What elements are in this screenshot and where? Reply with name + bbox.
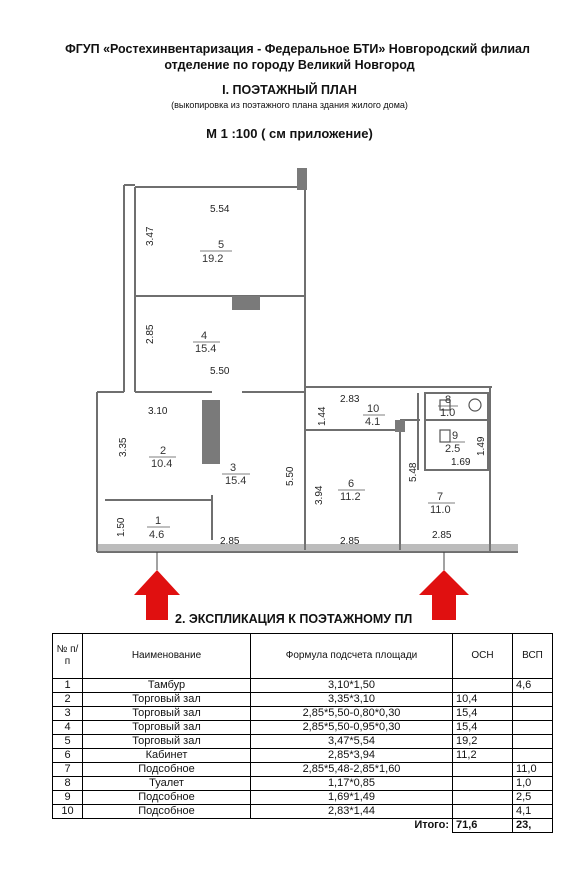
cell-name: Подсобное — [83, 805, 251, 819]
room-area: 4.1 — [365, 416, 381, 428]
dim-room5-depth: 3.47 — [145, 226, 156, 246]
room-number: 9 — [452, 430, 459, 442]
column-top-right — [297, 168, 307, 190]
cell-name: Подсобное — [83, 791, 251, 805]
header-no: № п/п — [53, 634, 83, 679]
dim-room5-width: 5.54 — [210, 204, 230, 215]
room-number: 10 — [367, 403, 380, 415]
cell-no: 6 — [53, 749, 83, 763]
dim-room9-width: 1.69 — [451, 457, 471, 468]
cell-no: 1 — [53, 679, 83, 693]
room-number: 3 — [230, 462, 237, 474]
table-total-row — [53, 819, 553, 833]
header-osn: ОСН — [453, 634, 513, 679]
empty-cell — [53, 819, 83, 833]
cell-vsp — [513, 735, 553, 749]
room-number: 4 — [201, 330, 208, 342]
cell-no: 10 — [53, 805, 83, 819]
cell-osn — [453, 791, 513, 805]
wall-segment-bottom — [97, 544, 518, 552]
cell-osn: 15,4 — [453, 707, 513, 721]
header-formula: Формула подсчета площади — [251, 634, 453, 679]
cell-osn: 15,4 — [453, 721, 513, 735]
explication-table — [52, 633, 553, 833]
dim-room2-depth: 3.35 — [118, 437, 129, 457]
org-branch-line: отделение по городу Великий Новгород — [164, 58, 415, 72]
sink-2 — [440, 430, 450, 442]
room-area: 2.5 — [445, 443, 461, 455]
cell-no: 3 — [53, 707, 83, 721]
cell-formula: 1,17*0,85 — [251, 777, 453, 791]
cell-osn — [453, 763, 513, 777]
dim-room2-width: 3.10 — [148, 406, 168, 417]
cell-vsp — [513, 693, 553, 707]
cell-vsp: 1,0 — [513, 777, 553, 791]
cell-vsp: 4,1 — [513, 805, 553, 819]
toilet-bowl — [469, 399, 481, 411]
cell-osn — [453, 777, 513, 791]
dim-room6-depth: 3.94 — [314, 485, 325, 505]
empty-cell — [83, 819, 251, 833]
cell-no: 4 — [53, 721, 83, 735]
table-row — [53, 721, 553, 735]
cell-vsp — [513, 749, 553, 763]
table-row — [53, 805, 553, 819]
cell-formula: 2,85*5,48-2,85*1,60 — [251, 763, 453, 777]
header-name: Наименование — [83, 634, 251, 679]
cell-formula: 2,83*1,44 — [251, 805, 453, 819]
dim-room3-width: 2.85 — [220, 536, 240, 547]
room-area: 4.6 — [149, 529, 165, 541]
cell-vsp: 11,0 — [513, 763, 553, 777]
wall-fills — [97, 168, 518, 552]
dim-room1-depth: 1.50 — [116, 517, 127, 537]
cell-name: Торговый зал — [83, 721, 251, 735]
cell-name: Тамбур — [83, 679, 251, 693]
room-area: 19.2 — [202, 253, 224, 265]
column-room6 — [395, 420, 405, 432]
cell-no: 9 — [53, 791, 83, 805]
cell-no: 7 — [53, 763, 83, 777]
outer-wall-top — [124, 185, 305, 187]
cell-osn — [453, 805, 513, 819]
room-number: 8 — [445, 394, 452, 406]
cell-vsp: 4,6 — [513, 679, 553, 693]
dim-room10-width: 2.83 — [340, 394, 360, 405]
table-row — [53, 791, 553, 805]
dim-room7-depth: 5.48 — [408, 462, 419, 482]
cell-name: Торговый зал — [83, 707, 251, 721]
cell-vsp: 2,5 — [513, 791, 553, 805]
cell-vsp — [513, 707, 553, 721]
total-label: Итого: — [414, 819, 449, 832]
cell-name: Кабинет — [83, 749, 251, 763]
dim-room7-width: 2.85 — [432, 530, 452, 541]
room-area: 1.0 — [440, 407, 456, 419]
cell-name: Подсобное — [83, 763, 251, 777]
cell-osn — [453, 679, 513, 693]
room-area: 10.4 — [151, 458, 173, 470]
cell-osn: 10,4 — [453, 693, 513, 707]
room-area: 11.2 — [340, 491, 361, 503]
table-row — [53, 777, 553, 791]
cell-formula: 1,69*1,49 — [251, 791, 453, 805]
cell-name: Торговый зал — [83, 735, 251, 749]
room-area: 15.4 — [225, 475, 247, 487]
cell-name: Туалет — [83, 777, 251, 791]
dim-room6-width: 2.85 — [340, 536, 360, 547]
dim-room4-width: 5.50 — [210, 366, 230, 377]
table-row — [53, 763, 553, 777]
cell-vsp — [513, 721, 553, 735]
dim-room10-depth: 1.44 — [317, 406, 328, 426]
room-number: 2 — [160, 445, 167, 457]
total-osn: 71,6 — [453, 819, 513, 833]
cell-formula: 2,85*5,50-0,95*0,30 — [251, 721, 453, 735]
cell-formula: 2,85*5,50-0,80*0,30 — [251, 707, 453, 721]
header-vsp: ВСП — [513, 634, 553, 679]
room-number: 6 — [348, 478, 355, 490]
table-row — [53, 735, 553, 749]
cell-osn: 11,2 — [453, 749, 513, 763]
cell-formula: 2,85*3,94 — [251, 749, 453, 763]
table-row — [53, 693, 553, 707]
cell-osn: 19,2 — [453, 735, 513, 749]
dim-room9-depth: 1.49 — [476, 436, 487, 456]
table-row — [53, 749, 553, 763]
column-room4 — [232, 296, 260, 310]
column-room2 — [202, 400, 220, 464]
cell-no: 5 — [53, 735, 83, 749]
dim-room4-depth: 2.85 — [145, 324, 156, 344]
table-row — [53, 707, 553, 721]
total-vsp: 23, — [513, 819, 553, 833]
table-header-row — [53, 634, 553, 679]
room-area: 11.0 — [430, 504, 451, 516]
cell-name: Торговый зал — [83, 693, 251, 707]
cell-formula: 3,47*5,54 — [251, 735, 453, 749]
plan-title: I. ПОЭТАЖНЫЙ ПЛАН — [222, 83, 357, 97]
table-row — [53, 679, 553, 693]
floor-plan — [0, 150, 579, 620]
cell-no: 8 — [53, 777, 83, 791]
room-number: 5 — [218, 239, 225, 251]
cell-no: 2 — [53, 693, 83, 707]
cell-formula: 3,35*3,10 — [251, 693, 453, 707]
plan-scale: М 1 :100 ( см приложение) — [206, 126, 373, 141]
org-name-line: ФГУП «Ростехинвентаризация - Федеральное БТИ» Новгородский филиал — [65, 42, 530, 56]
explication-title: 2. ЭКСПЛИКАЦИЯ К ПОЭТАЖНОМУ ПЛ — [175, 612, 413, 626]
dim-room3-depth: 5.50 — [285, 466, 296, 486]
cell-formula: 3,10*1,50 — [251, 679, 453, 693]
room-number: 1 — [155, 515, 162, 527]
room-number: 7 — [437, 491, 444, 503]
plan-subtitle: (выкопировка из поэтажного плана здания жилого дома) — [171, 100, 408, 110]
entrance-arrow-right-icon — [419, 570, 469, 620]
walls — [97, 175, 518, 552]
room-area: 15.4 — [195, 343, 217, 355]
entrance-arrow-left-icon — [134, 570, 180, 620]
